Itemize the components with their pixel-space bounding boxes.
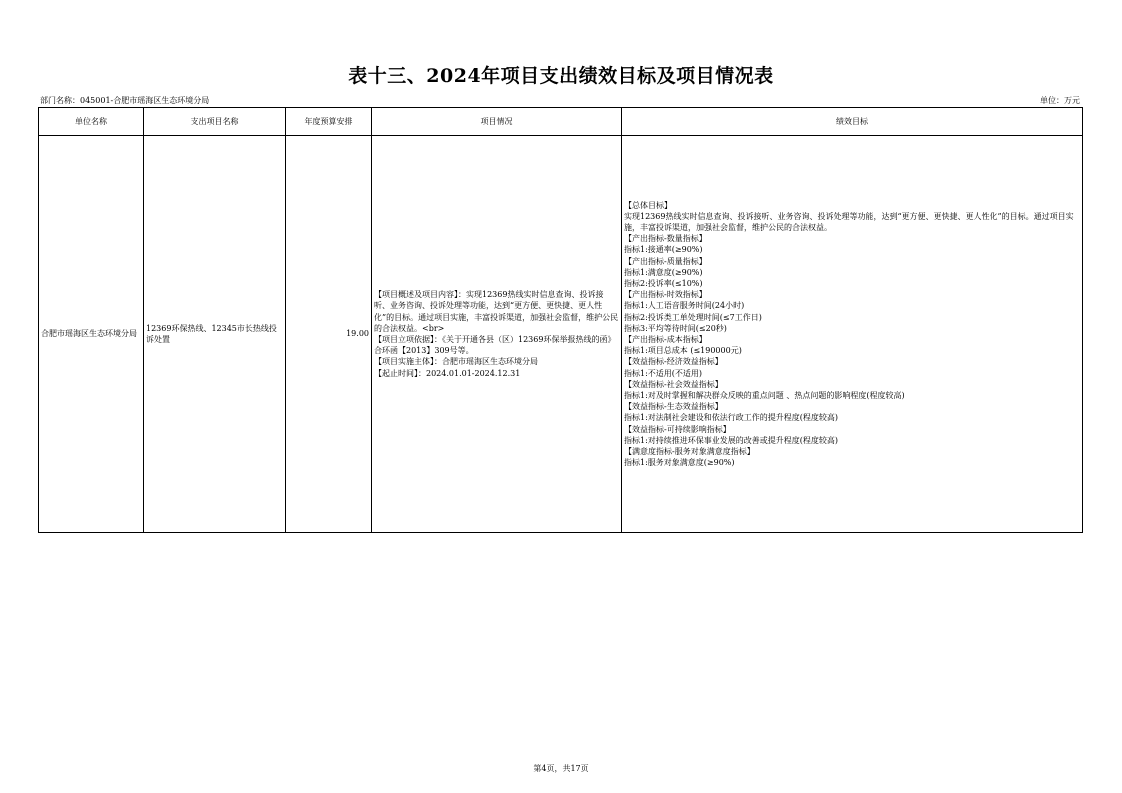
perf-line-ecological-heading: 【效益指标-生态效益指标】: [624, 402, 723, 412]
perf-line-timeliness-3: 指标3:平均等待时间(≤20秒): [624, 323, 727, 333]
project-implementer: 【项目实施主体】：合肥市瑶海区生态环境分局: [374, 357, 538, 367]
perf-line-quantity-1: 指标1:接通率(≥90%): [624, 245, 703, 255]
perf-line-economic-heading: 【效益指标-经济效益指标】: [624, 357, 723, 367]
cell-project-info: [372, 136, 622, 533]
perf-line-cost-heading: 【产出指标-成本指标】: [624, 335, 707, 344]
project-period: 【起止时间】：2024.01.01-2024.12.31: [374, 368, 521, 378]
table-row: [39, 136, 1083, 533]
cell-budget: 19.00: [286, 136, 372, 533]
unit-label: 单位：万元: [1040, 96, 1080, 105]
performance-table: [38, 107, 1083, 533]
perf-line-sustainable-1: 指标1:对持续推进环保事业发展的改善或提升程度(程度较高): [624, 435, 839, 445]
project-basis: 【项目立项依据】：《关于开通各县（区）12369环保举报热线的函》合环函【2013】309号等。: [374, 335, 616, 356]
header-unit-name: 单位名称: [39, 108, 144, 136]
header-project-info: 项目情况: [372, 108, 622, 136]
perf-line-overall-heading: 【总体目标】: [624, 200, 672, 210]
perf-line-social-heading: 【效益指标-社会效益指标】: [624, 379, 723, 389]
project-overview: 【项目概述及项目内容】：实现12369热线实时信息查询、投诉接听、业务咨询、投诉处理等功能，达到“更方便、更快捷、更人性化”的目标。通过项目实施，丰富投诉渠道，加强社会监督，维护公民的合法权益。<br>: [374, 290, 619, 333]
page-number: 第4页，共17页: [533, 764, 589, 773]
perf-line-timeliness-heading: 【产出指标-时效指标】: [624, 290, 707, 300]
table-header-row: [39, 108, 1083, 136]
perf-line-satisfaction-1: 指标1:服务对象满意度(≥90%): [624, 458, 735, 468]
perf-line-cost-1: 指标1:项目总成本 (≤190000元): [624, 346, 742, 356]
perf-line-timeliness-2: 指标2:投诉类工单处理时间(≤7工作日): [624, 312, 762, 322]
perf-line-satisfaction-heading: 【满意度指标-服务对象满意度指标】: [624, 447, 755, 457]
perf-line-quality-1: 指标1:满意度(≥90%): [624, 267, 703, 277]
perf-line-sustainable-heading: 【效益指标-可持续影响指标】: [624, 424, 731, 434]
cell-project-name: 12369环保热线、12345市长热线投诉处置: [144, 136, 286, 533]
perf-line-overall-text: 实现12369热线实时信息查询、投诉接听、业务咨询、投诉处理等功能，达到“更方便、更快捷、更人性化”的目标。通过项目实施，丰富投诉渠道，加强社会监督，维护公民的合法权益。: [624, 211, 1074, 232]
header-project-name: 支出项目名称: [144, 108, 286, 136]
perf-line-quantity-heading: 【产出指标-数量指标】: [624, 234, 707, 244]
cell-unit-name: 合肥市瑶海区生态环境分局: [39, 136, 144, 533]
header-performance: 绩效目标: [622, 108, 1083, 136]
perf-line-economic-1: 指标1:不适用(不适用): [624, 368, 703, 378]
department-label: 部门名称：045001-合肥市瑶海区生态环境分局: [40, 96, 210, 105]
perf-line-social-1: 指标1:对及时掌握和解决群众反映的重点问题 、热点问题的影响程度(程度较高): [624, 391, 905, 401]
perf-line-quality-heading: 【产出指标-质量指标】: [624, 256, 707, 266]
perf-line-ecological-1: 指标1:对法制社会建设和依法行政工作的提升程度(程度较高): [624, 413, 839, 423]
perf-line-timeliness-1: 指标1:人工语音服务时间(24小时): [624, 301, 745, 311]
perf-line-quality-2: 指标2:投诉率(≤10%): [624, 278, 703, 288]
cell-performance: [622, 136, 1083, 533]
header-budget: 年度预算安排: [286, 108, 372, 136]
page-title: 表十三、2024年项目支出绩效目标及项目情况表: [348, 65, 774, 87]
